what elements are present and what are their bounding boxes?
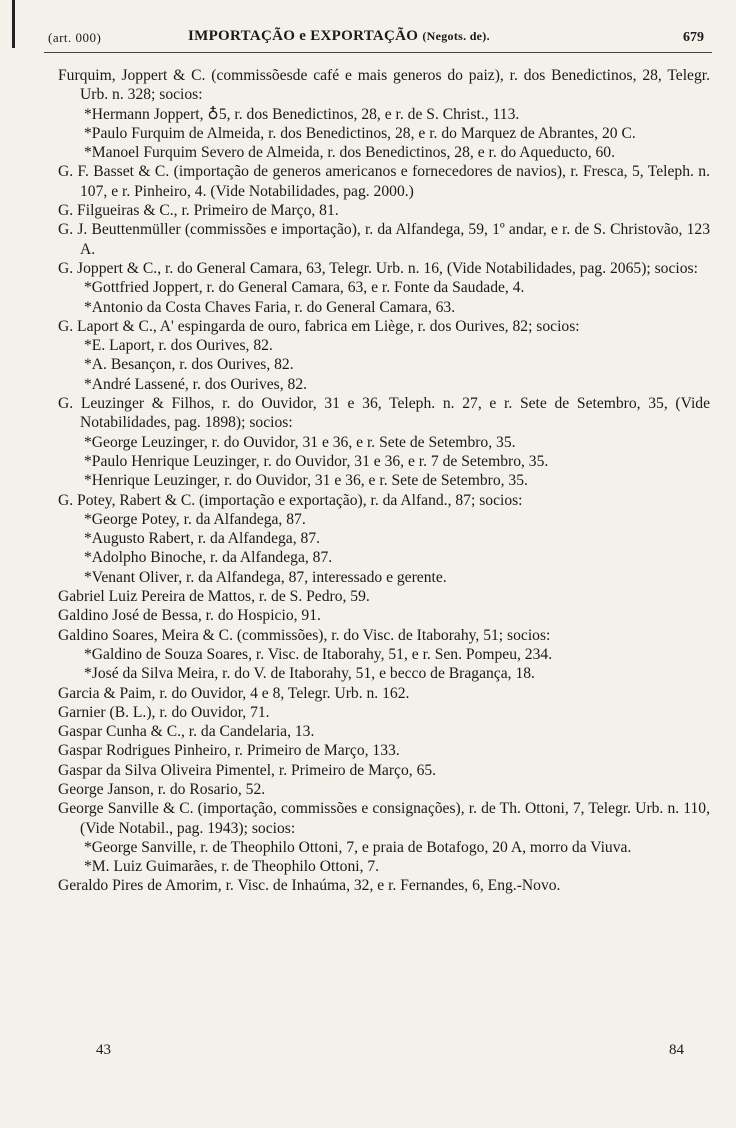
partner-line: *Henrique Leuzinger, r. do Ouvidor, 31 e 36, e r. Sete de Setembro, 35. (84, 472, 528, 490)
directory-entry: Gaspar Cunha & C., r. da Candelaria, 13. (58, 723, 315, 741)
partner-line: *E. Laport, r. dos Ourives, 82. (84, 337, 273, 355)
directory-entry: G. Laport & C., A' espingarda de ouro, fabrica em Liège, r. dos Ourives, 82; socios: (58, 317, 580, 335)
partner-line: *Galdino de Souza Soares, r. Visc. de Itaborahy, 51, e r. Sen. Pompeu, 234. (84, 645, 553, 663)
directory-entry: G. Joppert & C., r. do General Camara, 63, Telegr. Urb. n. 16, (Vide Notabilidades, pag. 2065); socios: (58, 259, 698, 277)
partner-line: *Paulo Furquim de Almeida, r. dos Benedictinos, 28, e r. do Marquez de Abrantes, 20 C. (84, 124, 636, 142)
directory-entry: G. Leuzinger & Filhos, r. do Ouvidor, 31 e 36, Teleph. n. 27, e r. Sete de Setembro, 35, (Vide Notabilidades, pag. 1898); socios: (58, 395, 710, 432)
partner-line: *José da Silva Meira, r. do V. de Itaborahy, 51, e becco de Bragança, 18. (84, 665, 535, 683)
directory-entry: Gaspar da Silva Oliveira Pimentel, r. Primeiro de Março, 65. (58, 761, 437, 779)
directory-entry: George Sanville & C. (importação, commissões e consignações), r. de Th. Ottoni, 7, Telegr. Urb. n. 110, (Vide Notabil., pag. 1943); socios: (58, 800, 710, 837)
page-header (44, 22, 708, 50)
partner-line: *André Lassené, r. dos Ourives, 82. (84, 375, 308, 393)
header-subtitle: (Negots. de). (422, 29, 490, 43)
page-edge-mark (12, 0, 15, 48)
directory-entry: Furquim, Joppert & C. (commissõesde café e mais generos do paiz), r. dos Benedictinos, 28, Telegr. Urb. n. 328; socios: (58, 67, 710, 104)
partner-line: *George Sanville, r. de Theophilo Ottoni, 7, e praia de Botafogo, 20 A, morro da Viuva. (84, 838, 632, 856)
partner-line: *George Leuzinger, r. do Ouvidor, 31 e 36, e r. Sete de Setembro, 35. (84, 433, 516, 451)
partner-line: *Paulo Henrique Leuzinger, r. do Ouvidor, 31 e 36, e r. 7 de Setembro, 35. (84, 452, 549, 470)
directory-listing (58, 66, 710, 896)
partner-line: *Manoel Furquim Severo de Almeida, r. dos Benedictinos, 28, e r. do Aqueducto, 60. (84, 144, 615, 162)
partner-line: *Antonio da Costa Chaves Faria, r. do General Camara, 63. (84, 298, 456, 316)
directory-entry: Gaspar Rodrigues Pinheiro, r. Primeiro de Março, 133. (58, 742, 400, 760)
partner-line: *A. Besançon, r. dos Ourives, 82. (84, 356, 294, 374)
footer-page-count: 84 (669, 1042, 684, 1058)
directory-entry: Geraldo Pires de Amorim, r. Visc. de Inhaúma, 32, e r. Fernandes, 6, Eng.-Novo. (58, 877, 561, 895)
directory-entry: G. Potey, Rabert & C. (importação e exportação), r. da Alfand., 87; socios: (58, 491, 523, 509)
directory-entry: George Janson, r. do Rosario, 52. (58, 780, 266, 798)
page-footer (94, 1042, 684, 1064)
directory-entry: Galdino Soares, Meira & C. (commissões), r. do Visc. de Itaborahy, 51; socios: (58, 626, 551, 644)
partner-line: *Gottfried Joppert, r. do General Camara, 63, e r. Fonte da Saudade, 4. (84, 279, 525, 297)
footer-signature-number: 43 (96, 1042, 111, 1058)
partner-line: *Venant Oliver, r. da Alfandega, 87, interessado e gerente. (84, 568, 447, 586)
directory-entry: Gabriel Luiz Pereira de Mattos, r. de S. Pedro, 59. (58, 588, 370, 606)
partner-line: *Adolpho Binoche, r. da Alfandega, 87. (84, 549, 333, 567)
directory-entry: Garnier (B. L.), r. do Ouvidor, 71. (58, 703, 270, 721)
directory-entry: G. F. Basset & C. (importação de generos americanos e fornecedores de navios), r. Fresca, 5, Teleph. n. 107, e r. Pinheiro, 4. (Vide Notabilidades, pag. 2000.) (58, 163, 710, 200)
partner-line: *Augusto Rabert, r. da Alfandega, 87. (84, 530, 321, 548)
directory-entry: Galdino José de Bessa, r. do Hospicio, 91. (58, 607, 321, 625)
page-number: 679 (683, 30, 704, 45)
header-title-group (188, 28, 490, 45)
directory-entry: G. Filgueiras & C., r. Primeiro de Março, 81. (58, 202, 339, 220)
directory-entry: G. J. Beuttenmüller (commissões e importação), r. da Alfandega, 59, 1º andar, e r. de S. Christovão, 123 A. (58, 221, 710, 258)
header-section-ref: (art. 000) (48, 30, 102, 45)
partner-line: *Hermann Joppert, ♁5, r. dos Benedictinos, 28, e r. de S. Christ., 113. (84, 105, 520, 123)
header-title: IMPORTAÇÃO e EXPORTAÇÃO (188, 28, 419, 44)
header-rule (44, 52, 712, 53)
partner-line: *M. Luiz Guimarães, r. de Theophilo Ottoni, 7. (84, 858, 380, 876)
directory-entry: Garcia & Paim, r. do Ouvidor, 4 e 8, Telegr. Urb. n. 162. (58, 684, 410, 702)
partner-line: *George Potey, r. da Alfandega, 87. (84, 510, 306, 528)
